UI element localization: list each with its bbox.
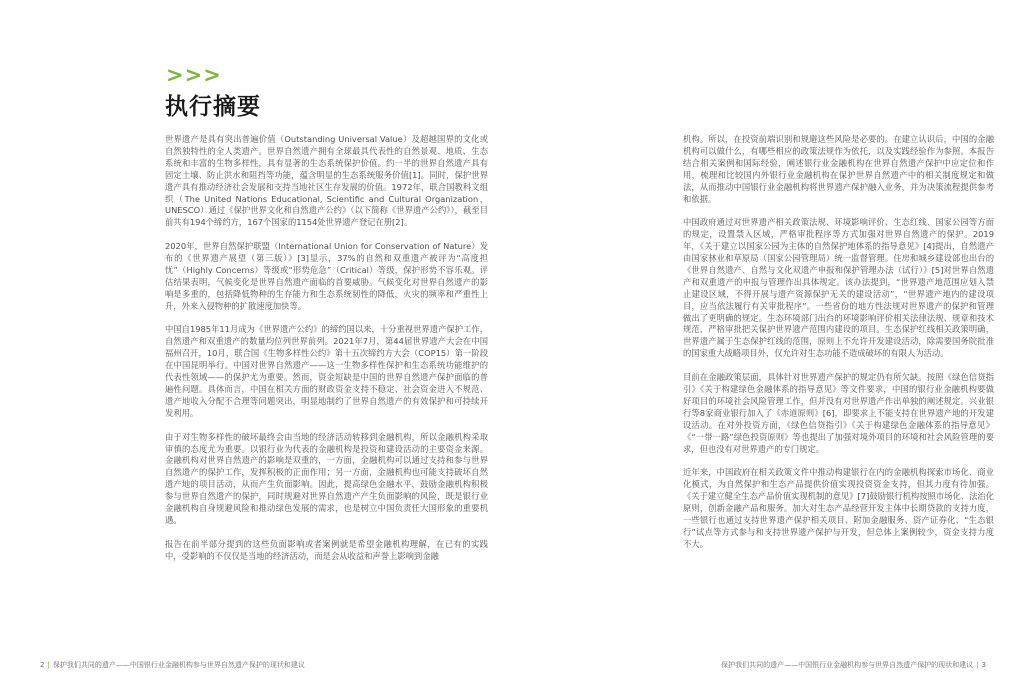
page-number-left: 2 (40, 661, 45, 669)
page-title: 执行摘要 (165, 94, 261, 120)
page-number-right: 3 (981, 661, 986, 669)
section-chevrons: >>> (166, 63, 222, 87)
paragraph: 世界遗产是具有突出普遍价值（Outstanding Universal Value）及超越国界的文化或自然独特性的全人类遗产。世界自然遗产拥有全球最具代表性的自然景观、地质、生态系统和丰富的生物多样性，具有显著的生态系统保护价值。约一半的世界自然遗产具有固定土壤、防止洪水和阻挡等功能，蕴含明显的生态系统服务价值[1]。同时，保护世界遗产具有推动经济社会发展和支持当地社区生存发展的价值。1972年，联合国教科文组织（The United Nations Educational, Scientific and Cultural Organization，UNESCO）通过《保护世界文化和自然遗产公约》（以下简称《世界遗产公约》），截至目前共有194个缔约方，167个国家的1154处世界遗产登记在册[2]。 (165, 134, 488, 228)
paragraph: 由于对生物多样性的破坏最终会由当地的经济活动转移到金融机构，所以金融机构采取审慎的态度尤为重要。以银行业为代表的金融机构是投资和建设活动的主要资金来源。金融机构对世界自然遗产的影响是双重的，一方面，金融机构可以通过支持和参与世界自然遗产的保护工作，发挥积极的正面作用；另一方面，金融机构也可能支持破坏自然遗产地的项目活动，从而产生负面影响。因此，提高绿色金融水平，鼓励金融机构积极参与世界自然遗产的保护，同时规避对世界自然遗产产生负面影响的风险，既是银行业金融机构自身规避风险和推动绿色发展的需求，也是树立中国负责任大国形象的重要机遇。 (165, 431, 488, 525)
paragraph: 报告在前半部分提到的这些负面影响或者案例就是希望金融机构理解，在已有的实践中，受影响的不仅仅是当地的经济活动，而是会从收益和声誉上影响到金融 (165, 538, 488, 561)
footer-right (721, 660, 986, 670)
paragraph: 2020年，世界自然保护联盟（International Union for Conservation of Nature）发布的《世界遗产展望（第三版）》[3]显示，37%的自然和双重遗产被评为“高度担忧”（Highly Concerns）等级或“形势危急”（Critical）等级，保护形势不容乐观。评估结果表明，气候变化是世界自然遗产面临的首要威胁。气候变化对世界自然遗产的影响是多重的，包括降低物种的生存能力和生态系统韧性的降低，火灾的频率和严重性上升，外来入侵物种的扩散速度加快等。 (165, 241, 488, 311)
footer-left-text: 保护我们共同的遗产——中国银行业金融机构参与世界自然遗产保护的现状和建议 (52, 661, 305, 669)
paragraph: 中国政府通过对世界遗产相关政策法规、环境影响评价、生态红线、国家公园等方面的规定，设置禁入区域，严格审批程序等方式加强对世界自然遗产的保护。2019年，《关于建立以国家公园为主体的自然保护地体系的指导意见》[4]提出，自然遗产由国家林业和草原局（国家公园管理局）统一监督管理。住房和城乡建设部也出台的《世界自然遗产、自然与文化双遗产申报和保护管理办法（试行）》[5]对世界自然遗产和双重遗产的申报与管理作出具体规定。该办法提到，“世界遗产地范围应划入禁止建设区域，不得开展与遗产资源保护无关的建设活动”，“世界遗产地内的建设项目，应当依法履行有关审批程序”。一些省份的地方性法规对世界遗产的保护和管理做出了更明确的规定。生态环境部门出台的环境影响评价相关法律法规、规章和技术规范，严格审批把关保护世界遗产范围内建设的项目。生态保护红线相关政策明确，世界遗产属于生态保护红线的范围，原则上不允许开发建设活动，除需要国务院批准的国家重大战略项目外，仅允许对生态功能不造成破坏的有限人为活动。 (683, 217, 994, 359)
footer-separator: | (976, 661, 979, 669)
paragraph: 机构。所以，在投资前端识别和规避这些风险是必要的。在建立认识后，中国的金融机构可以做什么，有哪些相应的政策法规作为依托，以及实践经验作为参照。本报告结合相关案例和国际经验，阐述银行业金融机构在世界自然遗产保护中应定位和作用，梳理和比较国内外银行业金融机构在保护世界自然遗产中的相关制度规定和做法，从而推动中国银行业金融机构将世界遗产保护融入业务，并为决策流程提供参考和依据。 (683, 134, 994, 204)
paragraph: 近年来，中国政府在相关政策文件中推动构建银行在内的金融机构探索市场化、商业化模式，为自然保护和生态产品提供价值实现投资资金支持，但其力度有待加强。《关于建立健全生态产品价值实现机制的意见》[7]鼓励银行机构按照市场化、法治化原则，创新金融产品和服务。加大对生态产品经营开发主体中长期贷款的支持力度，一些银行也通过支持世界遗产保护相关项目、附加金融服务、资产证券化、“生态银行”试点等方式参与和支持世界遗产保护与开发，但总体上案例较少，资金支持力度不大。 (683, 467, 994, 549)
right-column (683, 134, 994, 563)
paragraph: 中国自1985年11月成为《世界遗产公约》的缔约国以来，十分重视世界遗产保护工作，自然遗产和双重遗产的数量均位列世界前列。2021年7月，第44届世界遗产大会在中国福州召开，10月，联合国《生物多样性公约》第十五次缔约方大会（COP15）第一阶段在中国昆明举行。中国对世界自然遗产——这一生物多样性保护和生态系统功能维护的代表性领域——的保护尤为重要。然而，资金短缺是中国的世界自然遗产保护面临的普遍性问题。具体而言，中国在相关方面的财政资金支持不稳定、社会资金进入不规范、遗产地收入分配不合理等问题突出，明显地制约了世界自然遗产的有效保护和可持续开发利用。 (165, 324, 488, 418)
paragraph: 目前在金融政策层面，具体针对世界遗产保护的规定仍有所欠缺。按照《绿色信贷指引》《关于构建绿色金融体系的指导意见》等文件要求，中国的银行业金融机构要做好项目的环境社会风险管理工作，但并没有对世界遗产作出单独的阐述规定。兴业银行等8家商业银行加入了《赤道原则》[6]，即要求上不能支持在世界遗产地的开发建设活动。在对外投资方面，《绿色信贷指引》《关于构建绿色金融体系的指导意见》《“一带一路”绿色投资原则》等也提出了加强对境外项目的环境和社会风险管理的要求，但也没有对世界遗产的专门规定。 (683, 372, 994, 454)
footer-left (40, 660, 305, 670)
left-column (165, 134, 488, 574)
footer-separator: | (47, 661, 50, 669)
footer-right-text: 保护我们共同的遗产——中国银行业金融机构参与世界自然遗产保护的现状和建议 (721, 661, 974, 669)
